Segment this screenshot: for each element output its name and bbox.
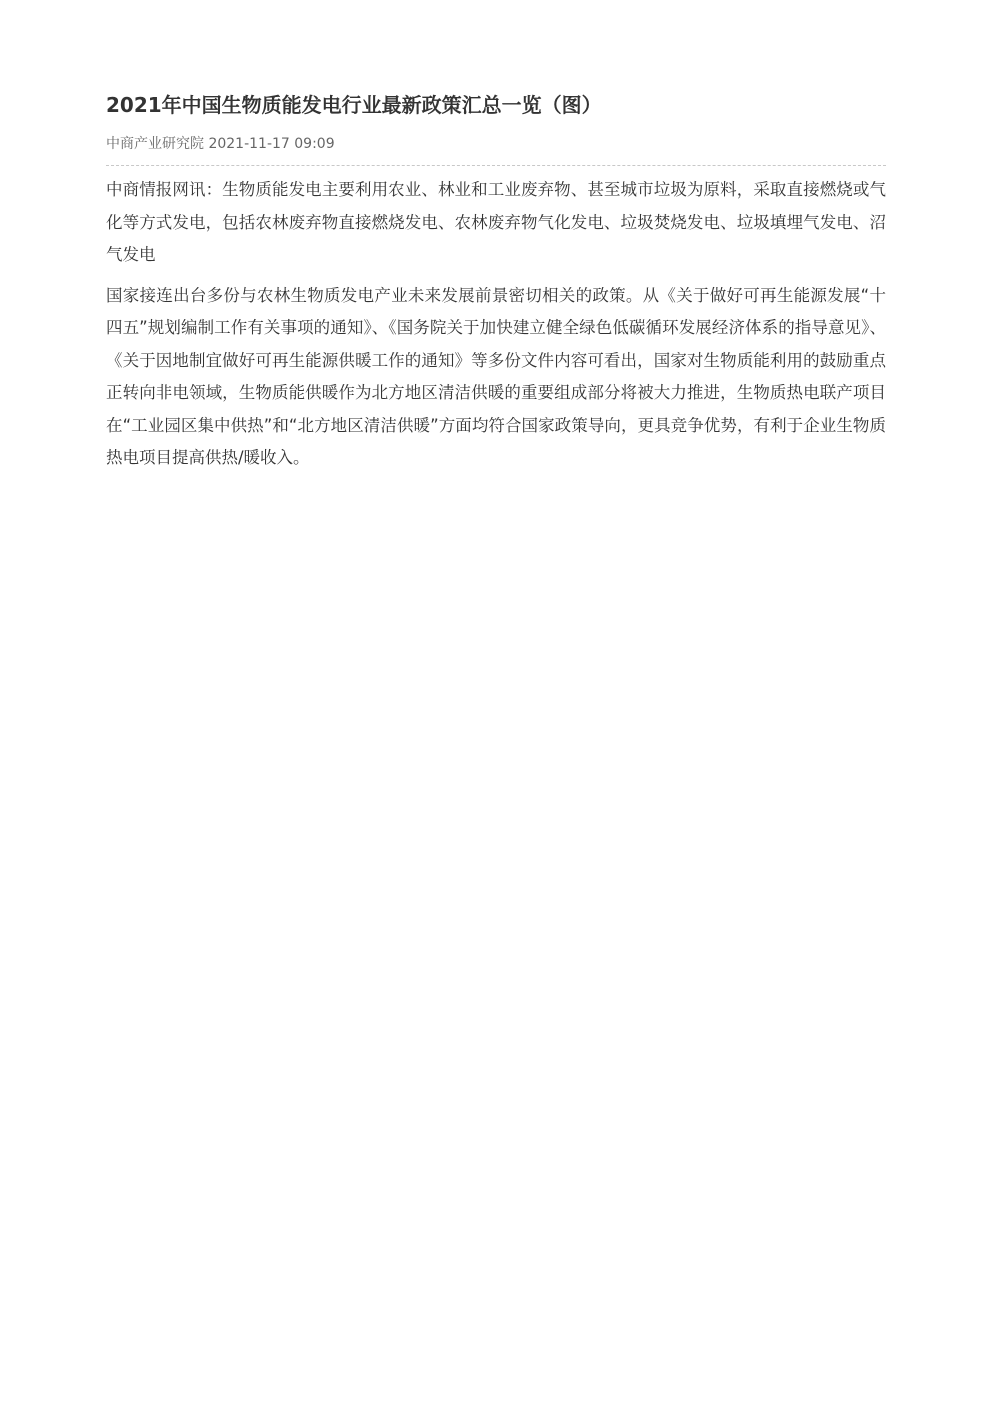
article-meta xyxy=(106,134,886,154)
dashed-divider xyxy=(106,165,886,166)
article-title: 2021年中国生物质能发电行业最新政策汇总一览（图） xyxy=(106,93,602,117)
article-paragraph: 中商情报网讯：生物质能发电主要利用农业、林业和工业废弃物、甚至城市垃圾为原料，采取直接燃烧或气化等方式发电，包括农林废弃物直接燃烧发电、农林废弃物气化发电、垃圾焚烧发电、垃圾填埋气发电、沼气发电 xyxy=(106,180,886,264)
article-datetime: 2021-11-17 09:09 xyxy=(208,136,335,152)
article-paragraph: 国家接连出台多份与农林生物质发电产业未来发展前景密切相关的政策。从《关于做好可再生能源发展“十四五”规划编制工作有关事项的通知》、《国务院关于加快建立健全绿色低碳循环发展经济体系的指导意见》、《关于因地制宜做好可再生能源供暖工作的通知》等多份文件内容可看出，国家对生物质能利用的鼓励重点正转向非电领域，生物质能供暖作为北方地区清洁供暖的重要组成部分将被大力推进，生物质热电联产项目在“工业园区集中供热”和“北方地区清洁供暖”方面均符合国家政策导向，更具竞争优势，有利于企业生物质热电项目提高供热/暖收入。 xyxy=(106,285,886,467)
article xyxy=(106,88,886,475)
article-source: 中商产业研究院 xyxy=(106,136,204,152)
